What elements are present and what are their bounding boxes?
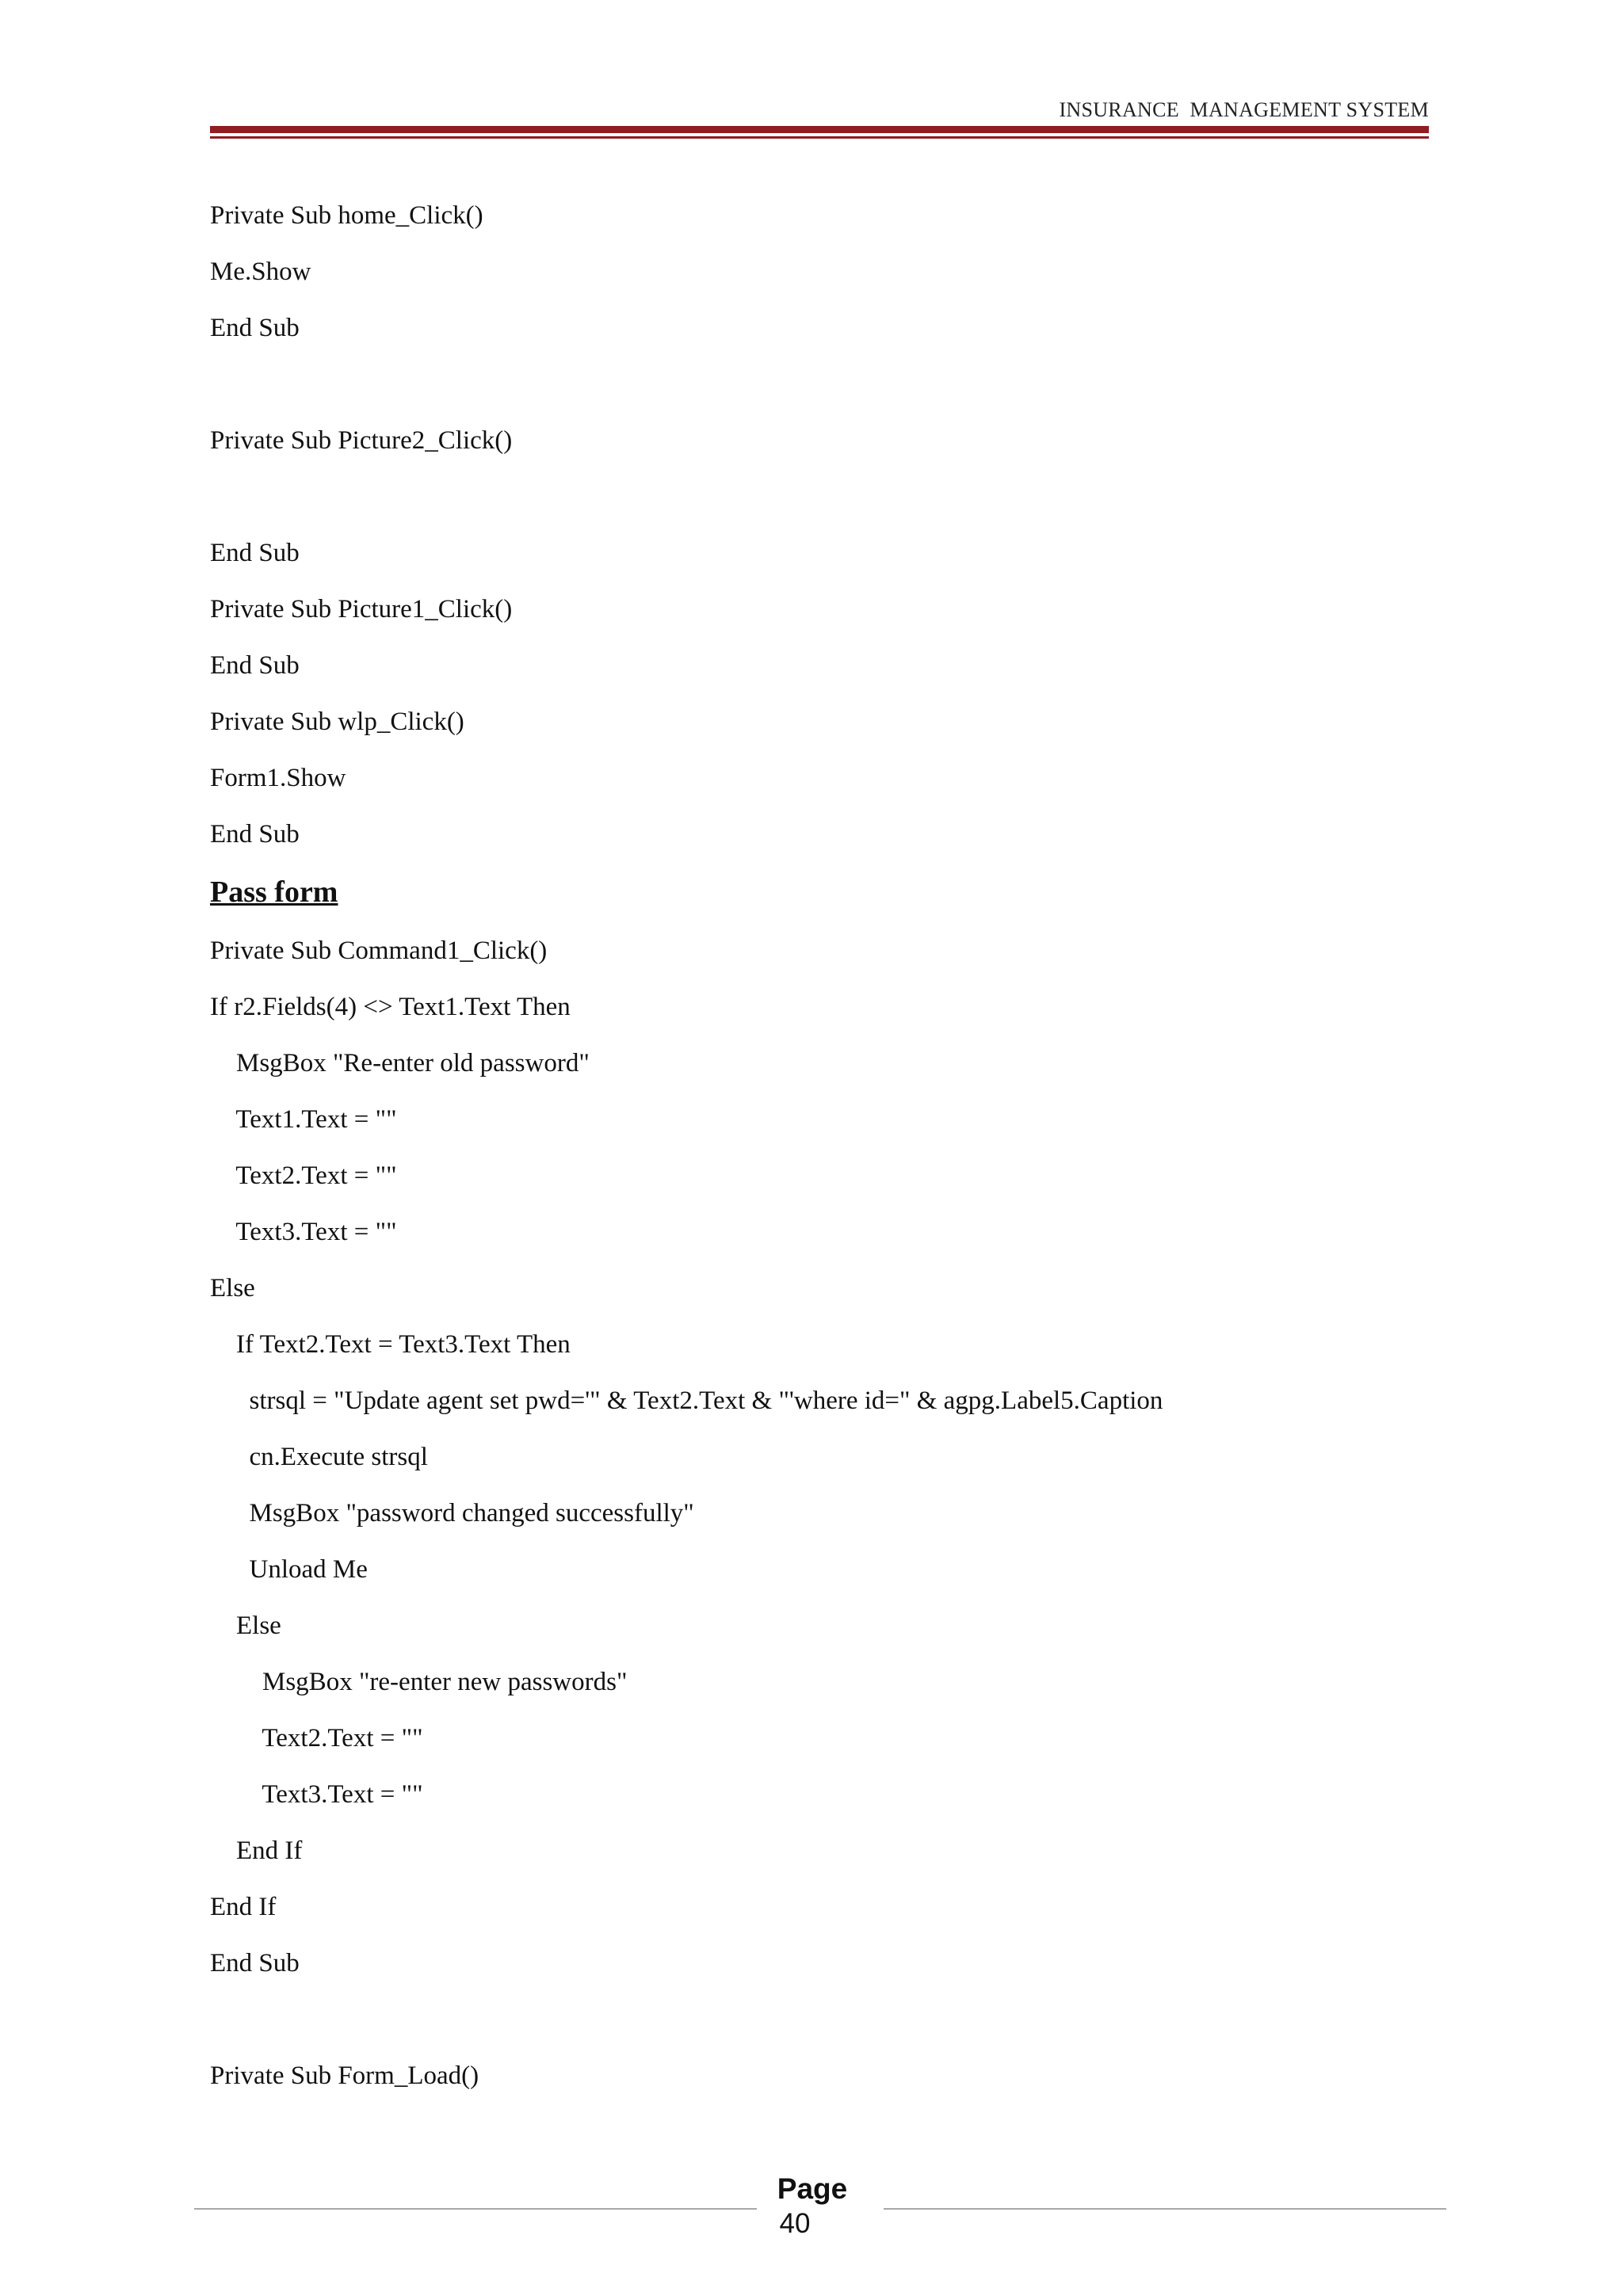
footer-rule-right: [884, 2208, 1446, 2210]
code-line: If r2.Fields(4) <> Text1.Text Then: [210, 993, 571, 1021]
code-line: Else: [210, 1274, 255, 1302]
code-line: Unload Me: [210, 1555, 368, 1584]
code-line: End If: [210, 1893, 277, 1921]
running-header-title: INSURANCE MANAGEMENT SYSTEM: [1059, 98, 1429, 121]
code-line: Text2.Text = "": [210, 1724, 423, 1753]
code-line: Private Sub Picture1_Click(): [210, 595, 513, 624]
code-line: Private Sub wlp_Click(): [210, 707, 464, 736]
code-line: MsgBox "re-enter new passwords": [210, 1668, 628, 1696]
code-line: End Sub: [210, 314, 300, 342]
code-line: Else: [210, 1611, 281, 1640]
code-line: MsgBox "password changed successfully": [210, 1499, 694, 1527]
code-line: Form1.Show: [210, 764, 346, 792]
code-line: strsql = "Update agent set pwd='" & Text2.Text & "'where id=" & agpg.Label5.Caption: [210, 1386, 1163, 1415]
header-rule-thick: [210, 126, 1429, 133]
code-line: cn.Execute strsql: [210, 1443, 428, 1471]
code-line: Text1.Text = "": [210, 1105, 397, 1134]
code-line: End Sub: [210, 820, 300, 849]
code-line: Text3.Text = "": [210, 1218, 397, 1246]
code-line: End If: [210, 1836, 303, 1865]
code-line: Private Sub Picture2_Click(): [210, 426, 513, 455]
footer-page-label: Page: [777, 2172, 848, 2205]
code-line: End Sub: [210, 651, 300, 680]
code-line: End Sub: [210, 1949, 300, 1978]
code-line: Me.Show: [210, 257, 311, 286]
code-line: Private Sub Command1_Click(): [210, 936, 548, 965]
code-line: MsgBox "Re-enter old password": [210, 1049, 590, 1077]
code-line: Text3.Text = "": [210, 1780, 423, 1809]
code-line: Private Sub Form_Load(): [210, 2061, 479, 2090]
code-line: End Sub: [210, 539, 300, 567]
code-line: Text2.Text = "": [210, 1161, 397, 1190]
code-line: Private Sub home_Click(): [210, 201, 483, 230]
section-heading: Pass form: [210, 875, 338, 909]
code-line: If Text2.Text = Text3.Text Then: [210, 1330, 571, 1359]
header-rule-thin: [210, 136, 1429, 139]
footer-page-number: 40: [779, 2208, 811, 2239]
footer-rule-left: [194, 2208, 757, 2210]
